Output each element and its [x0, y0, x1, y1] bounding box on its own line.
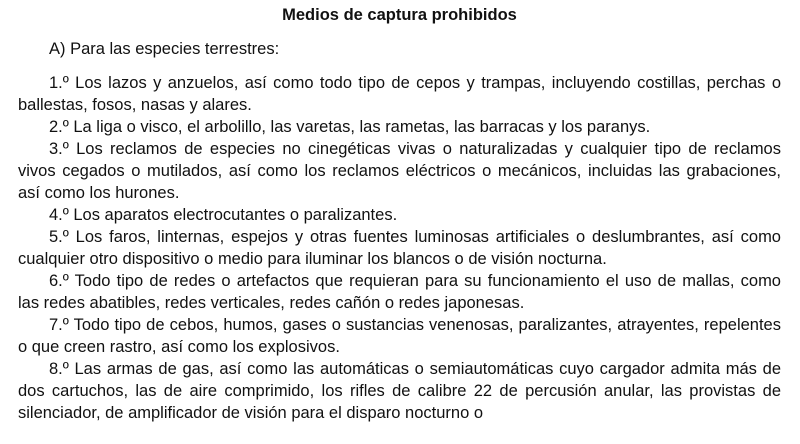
- list-item-1: 1.º Los lazos y anzuelos, así como todo tipo de cepos y trampas, incluyendo costillas, perchas o ballestas, fosos, nasas y alares.: [18, 74, 781, 114]
- list-item-7: 7.º Todo tipo de cebos, humos, gases o sustancias venenosas, paralizantes, atrayentes, repelentes o que creen rastro, así como los explosivos.: [18, 316, 781, 356]
- section-heading: A) Para las especies terrestres:: [49, 40, 280, 58]
- prohibited-methods-list: [18, 72, 781, 424]
- list-item-3: 3.º Los reclamos de especies no cinegéticas vivas o naturalizadas y cualquier tipo de reclamos vivos cegados o mutilados, así como los reclamos eléctricos o mecánicos, incluidas las grabaciones, así como los hurones.: [18, 140, 781, 202]
- list-item-4: 4.º Los aparatos electrocutantes o paralizantes.: [49, 206, 398, 224]
- list-item-8: 8.º Las armas de gas, así como las automáticas o semiautomáticas cuyo cargador admita más de dos cartuchos, las de aire comprimido, los rifles de calibre 22 de percusión anular, las provistas de silenciador, de amplificador de visión para el disparo nocturno o: [18, 360, 781, 422]
- document-body: [18, 0, 781, 424]
- document-title: Medios de captura prohibidos: [282, 6, 517, 24]
- list-item-2: 2.º La liga o visco, el arbolillo, las varetas, las rametas, las barracas y los paranys.: [49, 118, 651, 136]
- list-item-6: 6.º Todo tipo de redes o artefactos que requieran para su funcionamiento el uso de mallas, como las redes abatibles, redes verticales, redes cañón o redes japonesas.: [18, 272, 781, 312]
- list-item-5: 5.º Los faros, linternas, espejos y otras fuentes luminosas artificiales o deslumbrantes, así como cualquier otro dispositivo o medio para iluminar los blancos o de visión nocturna.: [18, 228, 781, 268]
